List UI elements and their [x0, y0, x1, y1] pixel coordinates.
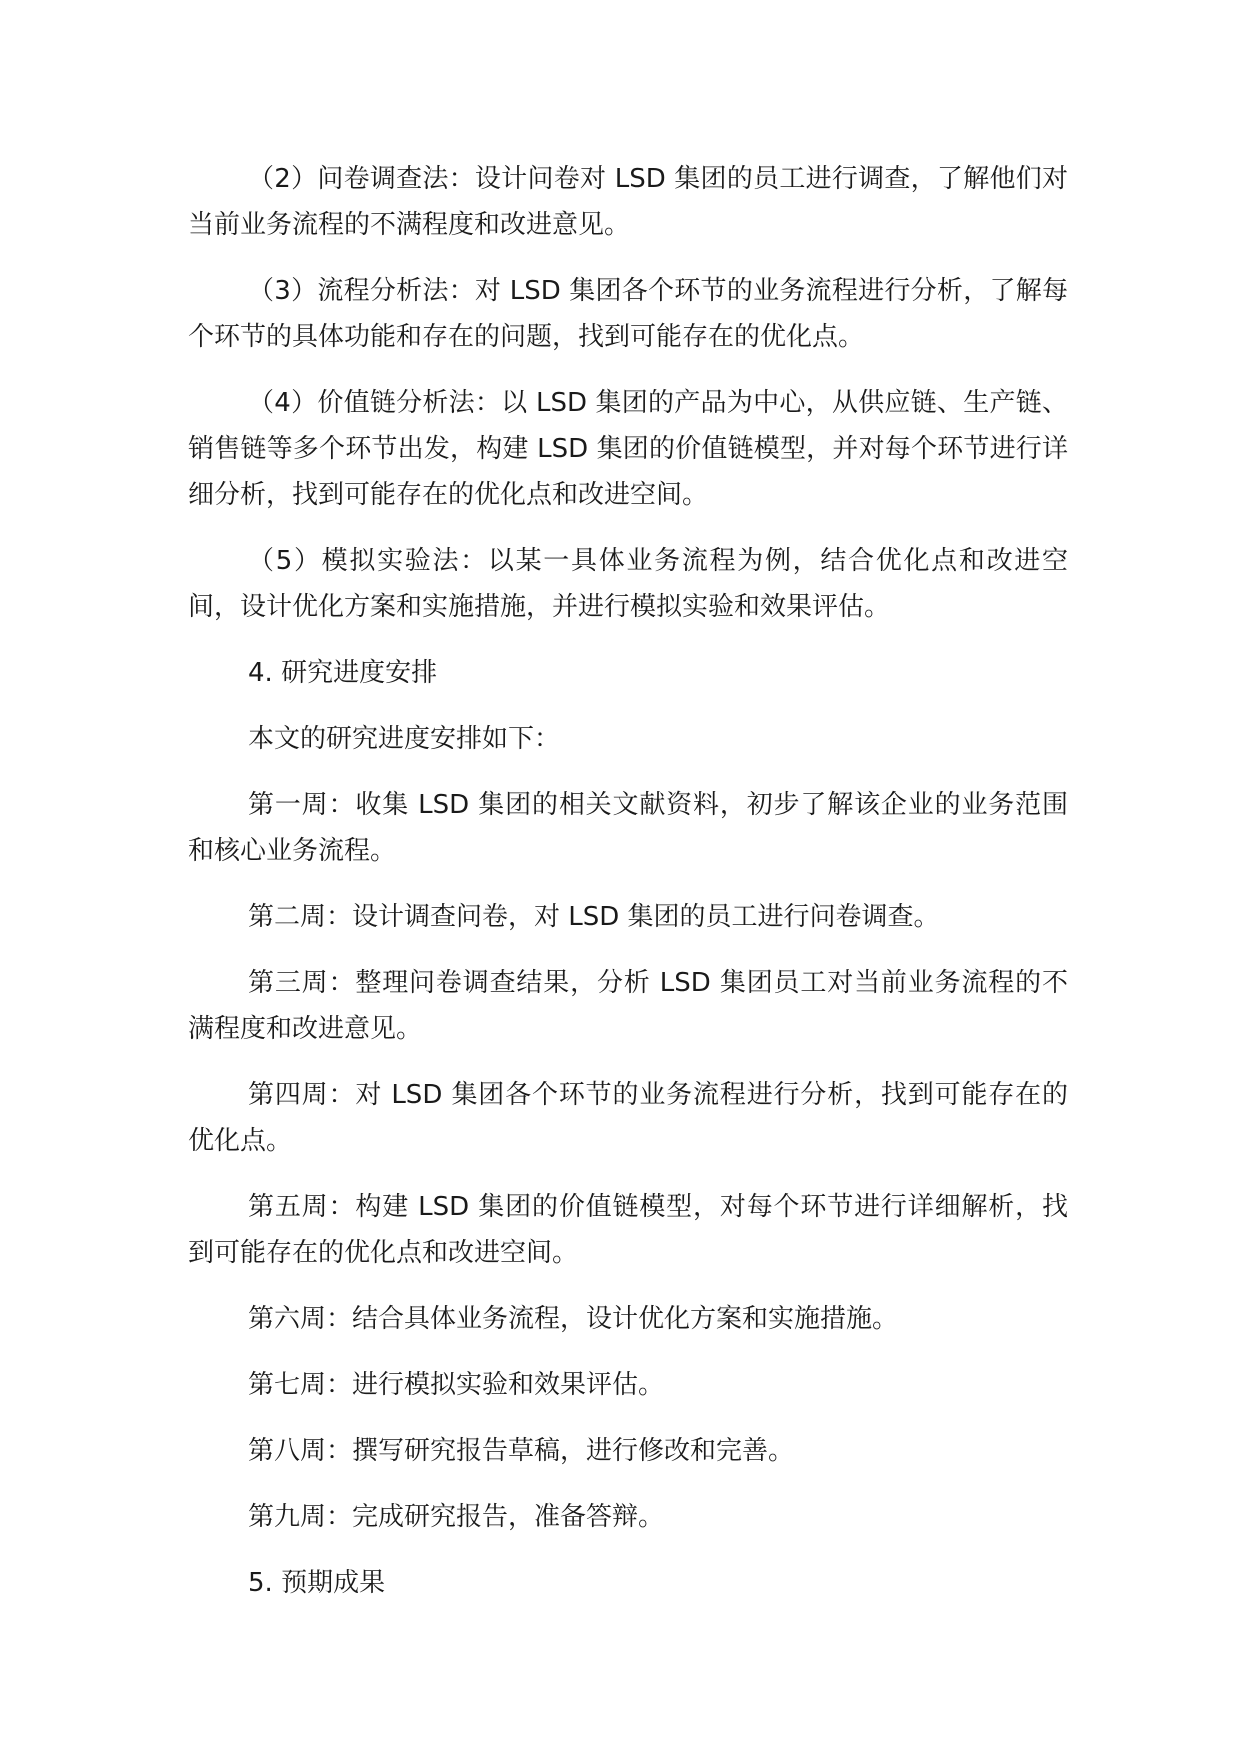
section-heading-expected-results: 5. 预期成果 — [248, 1568, 386, 1598]
schedule-week-4: 第四周：对 LSD 集团各个环节的业务流程进行分析，找到可能存在的优化点。 — [188, 1080, 1068, 1156]
document-body — [188, 156, 1068, 1626]
schedule-intro-paragraph: 本文的研究进度安排如下： — [248, 724, 561, 754]
method-value-chain-paragraph: （4）价值链分析法：以 LSD 集团的产品为中心，从供应链、生产链、销售链等多个环节出发，构建 LSD 集团的价值链模型，并对每个环节进行详细分析，找到可能存在的优化点和改进空间。 — [188, 388, 1068, 510]
schedule-week-3: 第三周：整理问卷调查结果，分析 LSD 集团员工对当前业务流程的不满程度和改进意见。 — [188, 968, 1068, 1044]
schedule-week-1: 第一周：收集 LSD 集团的相关文献资料，初步了解该企业的业务范围和核心业务流程。 — [188, 790, 1068, 866]
method-process-analysis-paragraph: （3）流程分析法：对 LSD 集团各个环节的业务流程进行分析，了解每个环节的具体功能和存在的问题，找到可能存在的优化点。 — [188, 276, 1068, 352]
schedule-week-9: 第九周：完成研究报告，准备答辩。 — [248, 1502, 665, 1532]
section-heading-schedule: 4. 研究进度安排 — [248, 658, 438, 688]
method-simulation-paragraph: （5）模拟实验法：以某一具体业务流程为例，结合优化点和改进空间，设计优化方案和实施措施，并进行模拟实验和效果评估。 — [188, 546, 1068, 622]
schedule-week-8: 第八周：撰写研究报告草稿，进行修改和完善。 — [248, 1436, 795, 1466]
schedule-week-6: 第六周：结合具体业务流程，设计优化方案和实施措施。 — [248, 1304, 899, 1334]
schedule-week-7: 第七周：进行模拟实验和效果评估。 — [248, 1370, 665, 1400]
schedule-week-2: 第二周：设计调查问卷，对 LSD 集团的员工进行问卷调查。 — [248, 902, 940, 932]
schedule-week-5: 第五周：构建 LSD 集团的价值链模型，对每个环节进行详细解析，找到可能存在的优化点和改进空间。 — [188, 1192, 1068, 1268]
method-questionnaire-paragraph: （2）问卷调查法：设计问卷对 LSD 集团的员工进行调查，了解他们对当前业务流程的不满程度和改进意见。 — [188, 164, 1068, 240]
